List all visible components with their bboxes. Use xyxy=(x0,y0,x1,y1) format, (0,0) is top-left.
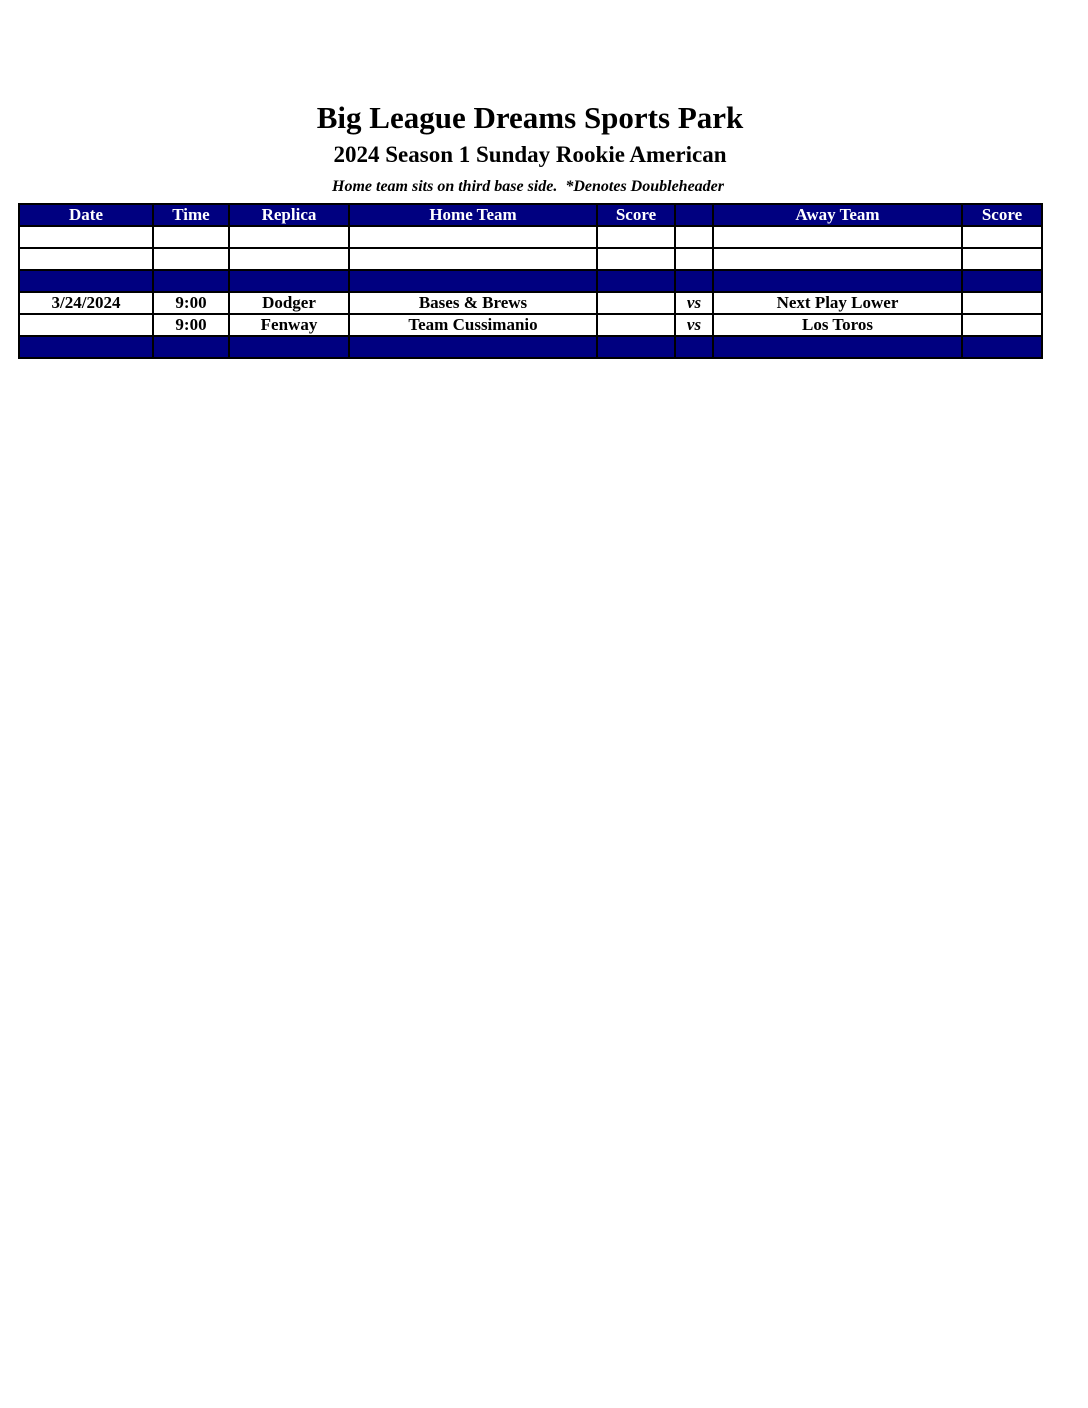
band-cell xyxy=(713,336,962,358)
away-team: Next Play Lower xyxy=(713,292,962,314)
band-cell xyxy=(19,270,153,292)
band-cell xyxy=(349,270,597,292)
game-time: 9:00 xyxy=(153,292,229,314)
table-cell xyxy=(713,248,962,270)
versus-label: vs xyxy=(675,314,713,336)
game-date xyxy=(19,314,153,336)
table-cell xyxy=(349,226,597,248)
band-cell xyxy=(675,336,713,358)
game-time: 9:00 xyxy=(153,314,229,336)
band-cell xyxy=(153,336,229,358)
table-cell xyxy=(962,226,1042,248)
band-cell xyxy=(597,336,675,358)
table-cell xyxy=(713,226,962,248)
schedule-note: Home team sits on third base side. *Denotes Doubleheader xyxy=(332,178,724,195)
band-cell xyxy=(962,336,1042,358)
versus-label: vs xyxy=(675,292,713,314)
game-row xyxy=(19,314,1042,336)
game-row xyxy=(19,292,1042,314)
table-cell xyxy=(962,248,1042,270)
band-cell xyxy=(962,270,1042,292)
table-cell xyxy=(19,226,153,248)
column-header-home-team: Home Team xyxy=(349,204,597,226)
band-cell xyxy=(713,270,962,292)
column-header-replica: Replica xyxy=(229,204,349,226)
band-cell xyxy=(229,270,349,292)
band-cell xyxy=(229,336,349,358)
home-score xyxy=(597,314,675,336)
page-subtitle: 2024 Season 1 Sunday Rookie American xyxy=(333,142,727,167)
home-team: Bases & Brews xyxy=(349,292,597,314)
column-header-vs xyxy=(675,204,713,226)
empty-row xyxy=(19,248,1042,270)
table-cell xyxy=(229,226,349,248)
column-header-date: Date xyxy=(19,204,153,226)
band-cell xyxy=(153,270,229,292)
table-cell xyxy=(597,226,675,248)
band-cell xyxy=(19,336,153,358)
table-header-row xyxy=(19,204,1042,226)
table-cell xyxy=(675,226,713,248)
separator-row xyxy=(19,270,1042,292)
band-cell xyxy=(597,270,675,292)
table-cell xyxy=(597,248,675,270)
empty-row xyxy=(19,226,1042,248)
column-header-home-score: Score xyxy=(597,204,675,226)
game-replica: Fenway xyxy=(229,314,349,336)
band-cell xyxy=(349,336,597,358)
page-title: Big League Dreams Sports Park xyxy=(316,100,744,135)
table-cell xyxy=(153,248,229,270)
table-cell xyxy=(349,248,597,270)
away-team: Los Toros xyxy=(713,314,962,336)
table-cell xyxy=(153,226,229,248)
separator-row xyxy=(19,336,1042,358)
table-cell xyxy=(675,248,713,270)
away-score xyxy=(962,314,1042,336)
game-date: 3/24/2024 xyxy=(19,292,153,314)
table-cell xyxy=(229,248,349,270)
column-header-time: Time xyxy=(153,204,229,226)
away-score xyxy=(962,292,1042,314)
game-replica: Dodger xyxy=(229,292,349,314)
table-cell xyxy=(19,248,153,270)
schedule-table xyxy=(18,203,1043,359)
home-team: Team Cussimanio xyxy=(349,314,597,336)
band-cell xyxy=(675,270,713,292)
home-score xyxy=(597,292,675,314)
column-header-away-score: Score xyxy=(962,204,1042,226)
column-header-away-team: Away Team xyxy=(713,204,962,226)
